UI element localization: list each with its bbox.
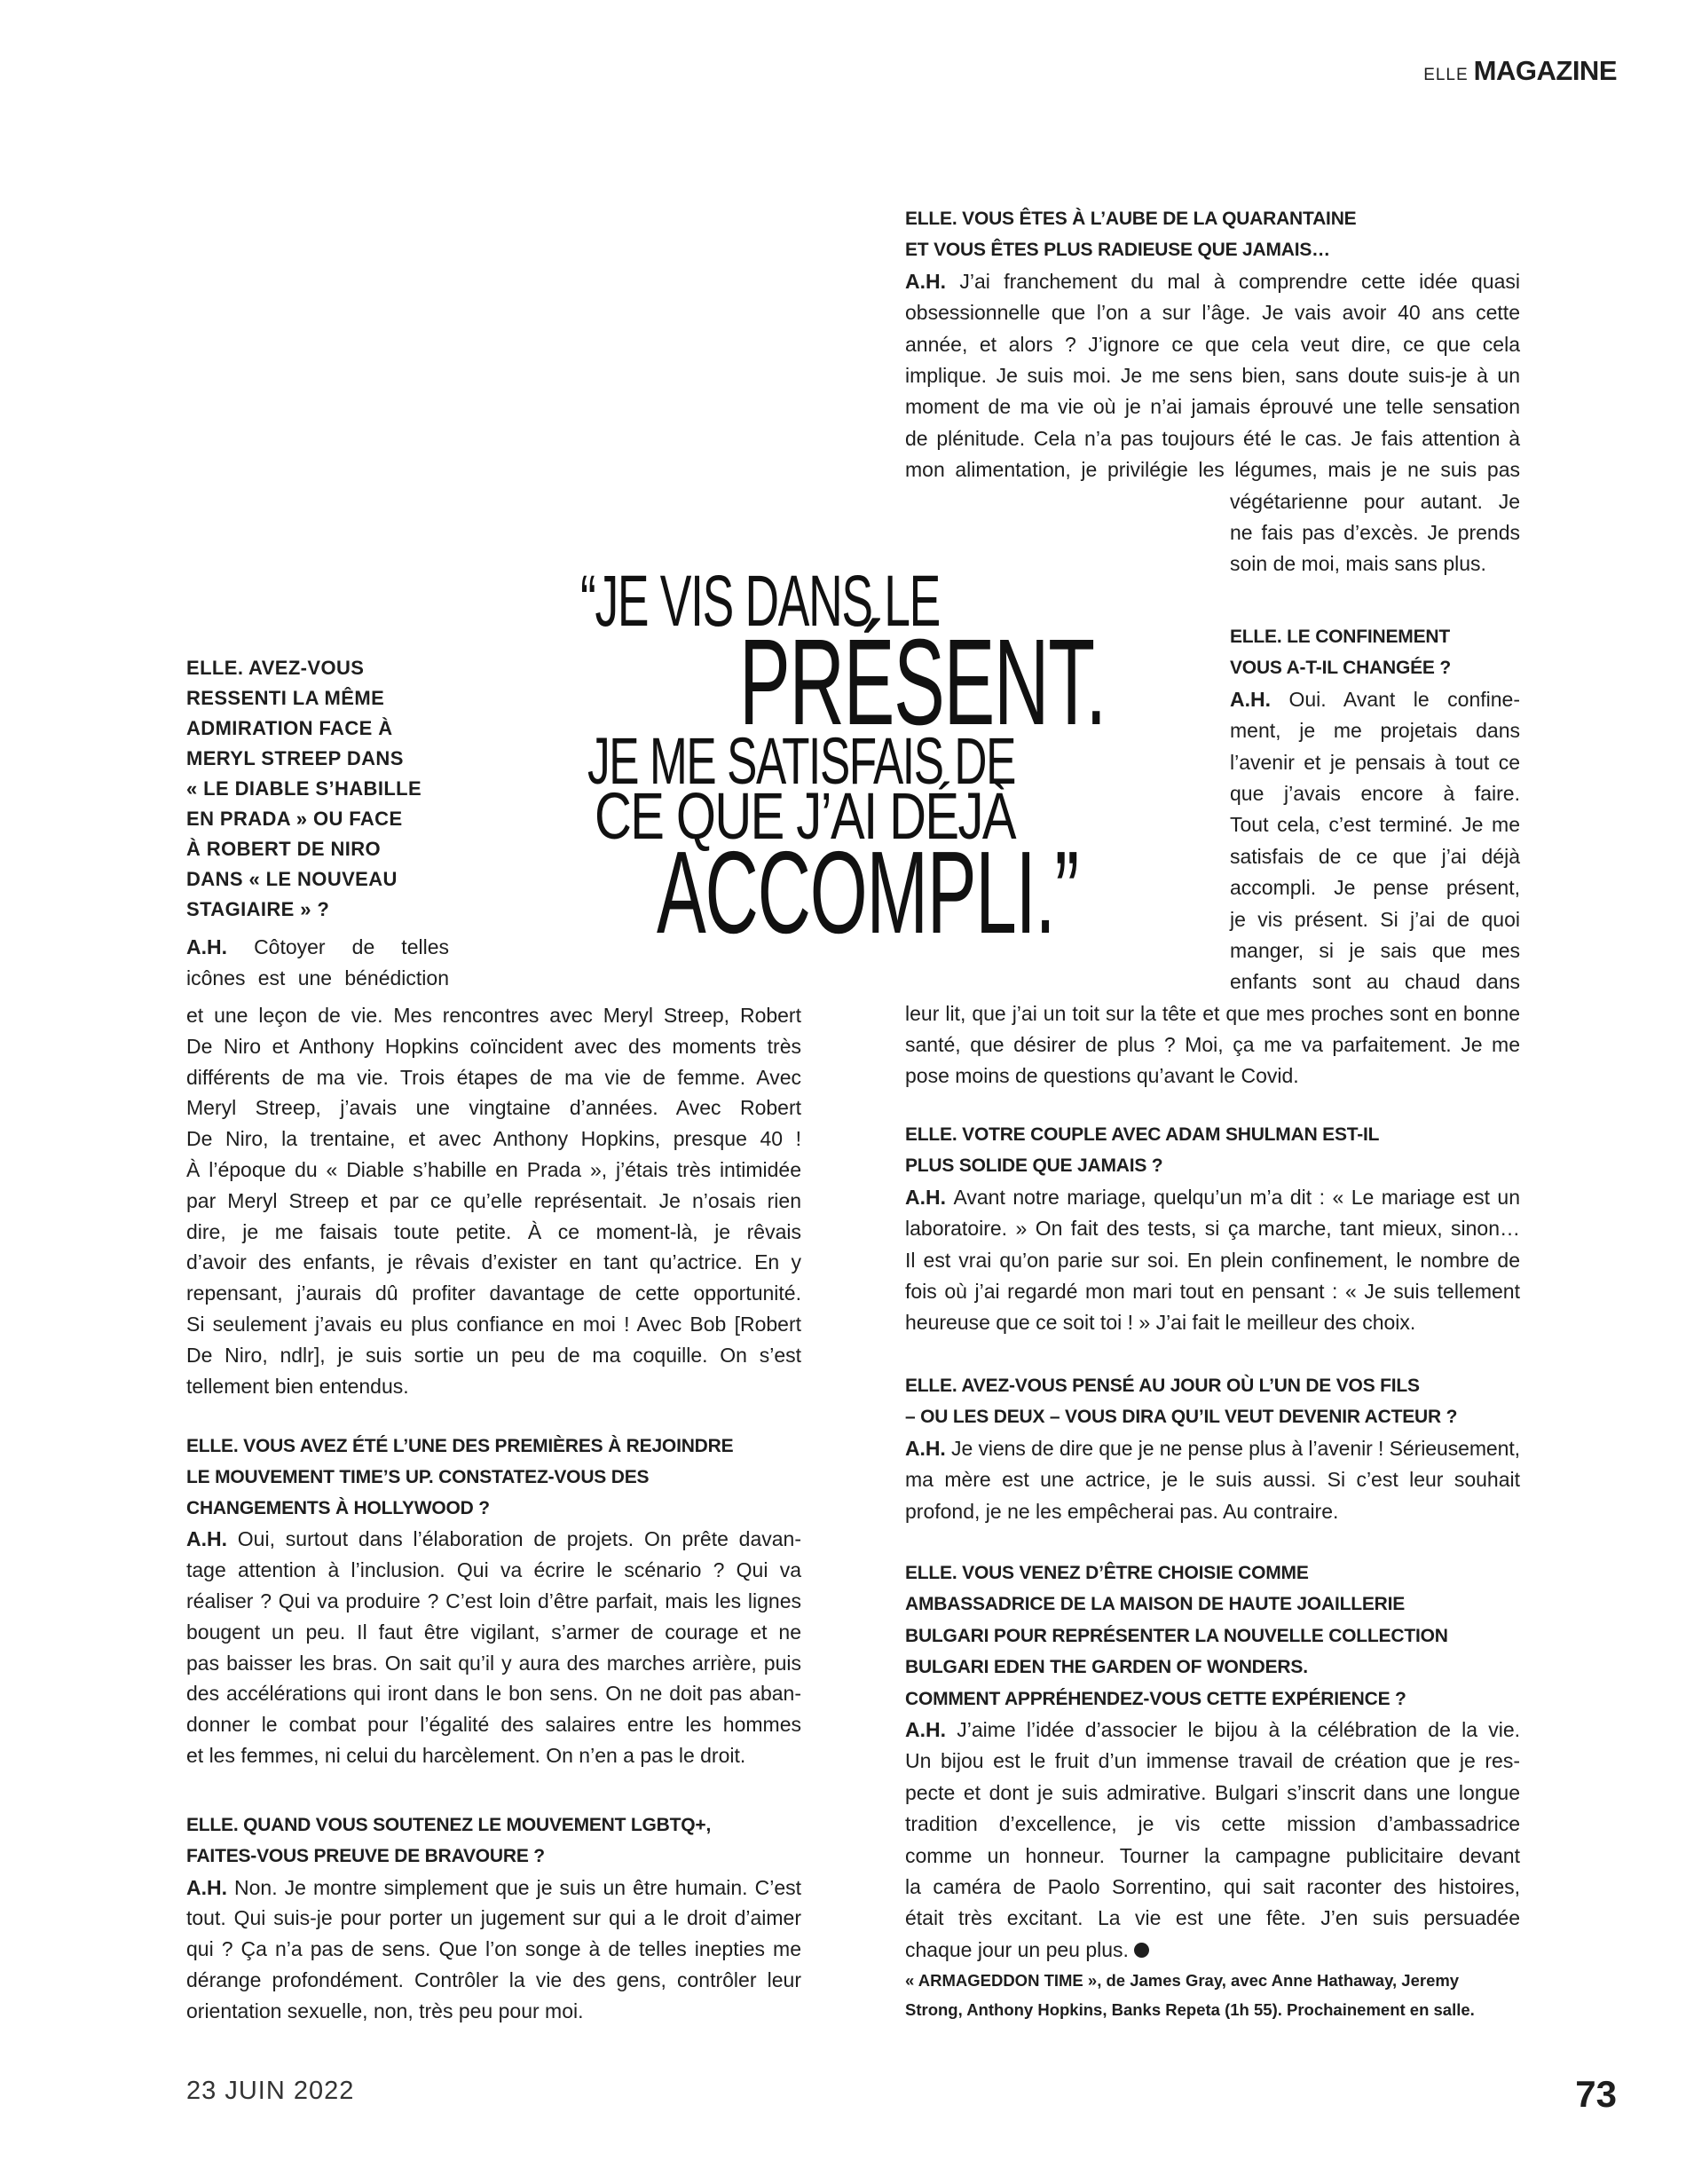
text-line: ment, je me projetais dans xyxy=(1230,719,1520,743)
text-line: À l’époque du « Diable s’habille en Prada », j’étais très intimidée xyxy=(186,1157,801,1181)
text-line: bougent un peu. Il faut être vigilant, s’armer de courage et ne xyxy=(186,1620,801,1644)
question-text xyxy=(905,1370,1520,1433)
text-line: profond, je ne les empêcherai pas. Au contraire. xyxy=(905,1499,1339,1523)
text-line: dérange profondément. Contrôler la vie des gens, contrôler leur xyxy=(186,1967,801,1991)
question-line: ELLE. VOTRE COUPLE AVEC ADAM SHULMAN EST-IL xyxy=(905,1124,1380,1145)
text-line: heureuse que ce soit toi ! » J’ai fait le meilleur des choix. xyxy=(905,1311,1416,1335)
brand-label: ELLE xyxy=(1423,66,1469,84)
question-text xyxy=(186,653,453,925)
speaker-label: A.H. xyxy=(1230,687,1289,711)
text-line: manger, si je sais que mes xyxy=(1230,938,1520,962)
text-line: végétarienne pour autant. Je xyxy=(1230,489,1520,513)
question-line: RESSENTI LA MÊME xyxy=(186,687,385,709)
question-line: BULGARI POUR REPRÉSENTER LA NOUVELLE COLLECTION xyxy=(905,1625,1448,1646)
question-text xyxy=(905,203,1520,266)
text-line: par Meryl Streep et par ce qu’elle représentait. Je n’osais rien xyxy=(186,1188,801,1212)
section-label: MAGAZINE xyxy=(1473,55,1617,86)
interview-section xyxy=(186,1431,801,1771)
speaker-label: A.H. xyxy=(186,1875,235,1899)
question-line: ADMIRATION FACE À xyxy=(186,717,393,739)
interview-section xyxy=(905,203,1520,580)
text-line: leur lit, que j’ai un toit sur la tête et que mes proches sont en bonne xyxy=(905,1001,1520,1025)
magazine-header xyxy=(1420,55,1617,87)
text-line: ma mère est une actrice, je le suis aussi. Si c’est leur souhait xyxy=(905,1468,1520,1492)
question-text xyxy=(905,1966,1520,2024)
pull-quote-line: “JE VIS DANS LE xyxy=(580,561,940,642)
answer-text xyxy=(905,1433,1520,1527)
text-line: tout. Qui suis-je pour porter un jugement sur qui a le droit d’aimer xyxy=(186,1906,801,1930)
interview-section xyxy=(905,621,1520,1092)
text-line: A.H. J’ai franchement du mal à comprendre cette idée quasi xyxy=(905,269,1520,293)
answer-text xyxy=(186,1000,801,1401)
text-line: différents de ma vie. Trois étapes de ma vie de femme. Avec xyxy=(186,1065,801,1089)
pull-quote-line: CE QUE J’AI DÉJÀ xyxy=(595,779,1015,853)
text-line: implique. Je suis moi. Je me sens bien, sans doute suis-je à un xyxy=(905,363,1520,387)
question-line: DANS « LE NOUVEAU xyxy=(186,868,398,890)
text-line: je vis présent. Si j’ai de quoi xyxy=(1230,907,1520,931)
text-line: De Niro et Anthony Hopkins coïncident avec des moments très xyxy=(186,1034,801,1058)
text-line: santé, que désirer de plus ? Moi, ça me va parfaitement. Je me xyxy=(905,1033,1520,1057)
text-line: repensant, j’aurais dû profiter davantage de cette opportunité. xyxy=(186,1281,801,1305)
question-line: EN PRADA » OU FACE xyxy=(186,808,403,830)
answer-text xyxy=(186,1524,801,1770)
question-line: ELLE. VOUS ÊTES À L’AUBE DE LA QUARANTAINE xyxy=(905,209,1357,229)
answer-text xyxy=(186,932,449,994)
question-line: ELLE. AVEZ-VOUS xyxy=(186,657,365,679)
text-line: mon alimentation, je privilégie les légumes, mais je ne suis pas xyxy=(905,458,1520,482)
text-line: accompli. Je pense présent, xyxy=(1230,876,1520,900)
question-line: CHANGEMENTS À HOLLYWOOD ? xyxy=(186,1497,490,1518)
text-line: soin de moi, mais sans plus. xyxy=(1230,552,1486,576)
question-text xyxy=(905,1119,1520,1182)
question-line: ELLE. VOUS AVEZ ÉTÉ L’UNE DES PREMIÈRES À REJOINDRE xyxy=(186,1436,734,1456)
question-line: STAGIAIRE » ? xyxy=(186,898,330,920)
pull-quote-line: PRÉSENT. xyxy=(739,614,1106,751)
text-line: moment de ma vie où je n’ai jamais éprouvé une telle sensation xyxy=(905,395,1520,419)
question-line: ELLE. LE CONFINEMENT xyxy=(1230,627,1451,647)
answer-text xyxy=(1230,684,1520,998)
question-line: « LE DIABLE S’HABILLE xyxy=(186,777,422,800)
text-line: réaliser ? Qui va produire ? C’est loin d’être parfait, mais les lignes xyxy=(186,1589,801,1612)
text-line: A.H. Je viens de dire que je ne pense plus à l’avenir ! Sérieusement, xyxy=(905,1436,1520,1460)
text-line: Tout cela, c’est terminé. Je me xyxy=(1230,813,1520,837)
interview-answer-block xyxy=(186,1000,801,1401)
question-line: – OU LES DEUX – VOUS DIRA QU’IL VEUT DEVENIR ACTEUR ? xyxy=(905,1407,1458,1428)
interview-section xyxy=(186,1810,801,2027)
film-credits-line: Strong, Anthony Hopkins, Banks Repeta (1h 55). Prochainement en salle. xyxy=(905,2000,1475,2020)
text-line: Si seulement j’avais eu plus confiance en moi ! Avec Bob [Robert xyxy=(186,1312,801,1336)
speaker-label: A.H. xyxy=(905,1436,952,1460)
text-line: enfants sont au chaud dans xyxy=(1230,970,1520,994)
text-line: et les femmes, ni celui du harcèlement. On n’en a pas le droit. xyxy=(186,1743,746,1767)
answer-text xyxy=(1230,486,1520,580)
speaker-label: A.H. xyxy=(905,269,960,293)
text-line: la caméra de Paolo Sorrentino, qui sait raconter des histoires, xyxy=(905,1874,1520,1898)
answer-text xyxy=(905,266,1520,486)
text-line: pas baisser les bras. On sait qu’il y aura des marches arrière, puis xyxy=(186,1651,801,1675)
text-line: obsessionnelle que l’on a sur l’âge. Je vais avoir 40 ans cette xyxy=(905,301,1520,325)
question-line: FAITES-VOUS PREUVE DE BRAVOURE ? xyxy=(186,1845,545,1866)
text-line: Un bijou est le fruit d’un immense travail de création que je res- xyxy=(905,1749,1520,1773)
text-line: satisfais de ce que j’ai déjà xyxy=(1230,844,1520,868)
text-line: pose moins de questions qu’avant le Covid. xyxy=(905,1064,1299,1088)
question-line: PLUS SOLIDE QUE JAMAIS ? xyxy=(905,1155,1163,1177)
text-line: des accélérations qui iront dans le bon sens. On ne doit pas aban- xyxy=(186,1682,801,1706)
interview-question-block xyxy=(186,653,453,925)
text-line: fois où j’ai regardé mon mari tout en pensant : « Je suis tellement xyxy=(905,1279,1520,1303)
speaker-label: A.H. xyxy=(905,1185,954,1209)
question-line: LE MOUVEMENT TIME’S UP. CONSTATEZ-VOUS DES xyxy=(186,1466,650,1487)
text-line: orientation sexuelle, non, très peu pour moi. xyxy=(186,1999,584,2022)
text-line: dire, je me faisais toute petite. À ce moment-là, je rêvais xyxy=(186,1219,801,1243)
interview-section xyxy=(905,1557,1520,2024)
answer-text xyxy=(905,998,1520,1092)
question-text xyxy=(186,1810,801,1873)
text-line: année, et alors ? J’ignore ce que cela veut dire, ce que cela xyxy=(905,332,1520,356)
text-line: pecte et dont je suis admirative. Bulgari s’inscrit dans une longue xyxy=(905,1780,1520,1804)
text-line: et une leçon de vie. Mes rencontres avec Meryl Streep, Robert xyxy=(186,1004,801,1027)
question-line: VOUS A-T-IL CHANGÉE ? xyxy=(1230,658,1451,679)
speaker-label: A.H. xyxy=(186,935,255,958)
pull-quote-line: ACCOMPLI.” xyxy=(657,827,1078,958)
question-line: ELLE. QUAND VOUS SOUTENEZ LE MOUVEMENT LGBTQ+, xyxy=(186,1815,712,1835)
text-line: que j’avais encore à faire. xyxy=(1230,781,1520,805)
question-text xyxy=(186,1431,801,1524)
text-line: l’avenir et je pensais à tout ce xyxy=(1230,750,1520,774)
question-line: MERYL STREEP DANS xyxy=(186,747,404,769)
text-line: tellement bien entendus. xyxy=(186,1374,409,1398)
text-line: de plénitude. Cela n’a pas toujours été le cas. Je fais attention à xyxy=(905,426,1520,450)
text-line: comme un honneur. Tourner la campagne publicitaire devant xyxy=(905,1843,1520,1867)
text-line: tage attention à l’inclusion. Qui va écrire le scénario ? Qui va xyxy=(186,1558,801,1582)
text-line: était très excitant. La vie est une fête. J’en suis persuadée xyxy=(905,1906,1520,1930)
question-line: BULGARI EDEN THE GARDEN OF WONDERS. xyxy=(905,1657,1308,1678)
interview-answer-block xyxy=(186,932,449,994)
speaker-label: A.H. xyxy=(186,1527,238,1551)
page-number: 73 xyxy=(1575,2073,1617,2115)
film-credits-line: « ARMAGEDDON TIME », de James Gray, avec Anne Hathaway, Jeremy xyxy=(905,1971,1460,1991)
text-line: A.H. Avant notre mariage, quelqu’un m’a dit : « Le mariage est un xyxy=(905,1185,1521,1209)
text-line: Il est vrai qu’on parie sur soi. En plein confinement, le nombre de xyxy=(905,1248,1520,1272)
interview-section xyxy=(905,1370,1520,1527)
text-line: Meryl Streep, j’avais une vingtaine d’années. Avec Robert xyxy=(186,1096,801,1120)
text-line: qui ? Ça n’a pas de sens. Que l’on songe à de telles inepties me xyxy=(186,1937,801,1961)
answer-text xyxy=(905,1715,1520,1966)
interview-section xyxy=(905,1119,1520,1339)
answer-text xyxy=(186,1873,801,2027)
text-line: A.H. J’aime l’idée d’associer le bijou à la célébration de la vie. xyxy=(905,1717,1520,1741)
text-line: icônes est une bénédiction xyxy=(186,966,449,990)
speaker-label: A.H. xyxy=(905,1717,957,1741)
question-line: ELLE. AVEZ-VOUS PENSÉ AU JOUR OÙ L’UN DE VOS FILS xyxy=(905,1376,1420,1396)
issue-date: 23 JUIN 2022 xyxy=(186,2077,355,2105)
question-line: COMMENT APPRÉHENDEZ-VOUS CETTE EXPÉRIENCE ? xyxy=(905,1688,1406,1709)
text-line: A.H. Non. Je montre simplement que je suis un être humain. C’est xyxy=(186,1875,801,1899)
text-line: A.H. Oui, surtout dans l’élaboration de projets. On prête davan- xyxy=(186,1527,801,1551)
question-line: À ROBERT DE NIRO xyxy=(186,838,382,860)
text-line: d’avoir des enfants, je rêvais d’exister en tant qu’actrice. En y xyxy=(186,1250,801,1274)
text-line: A.H. Oui. Avant le confine- xyxy=(1230,687,1521,711)
text-line: donner le combat pour l’égalité des salaires entre les hommes xyxy=(186,1713,801,1737)
text-line: De Niro, ndlr], je suis sortie un peu de ma coquille. On s’est xyxy=(186,1343,801,1367)
text-line: ne fais pas d’excès. Je prends xyxy=(1230,520,1520,544)
question-text xyxy=(905,1557,1520,1715)
text-line: tradition d’excellence, je vis cette mission d’ambassadrice xyxy=(905,1812,1520,1836)
text-line: A.H. Côtoyer de telles xyxy=(186,935,449,958)
text-line: chaque jour un peu plus. xyxy=(905,1935,1520,1966)
question-line: AMBASSADRICE DE LA MAISON DE HAUTE JOAILLERIE xyxy=(905,1594,1406,1615)
question-text xyxy=(1230,621,1520,684)
question-line: ELLE. VOUS VENEZ D’ÊTRE CHOISIE COMME xyxy=(905,1563,1309,1583)
text-line: De Niro, la trentaine, et avec Anthony Hopkins, presque 40 ! xyxy=(186,1127,801,1151)
end-of-article-bullet-icon xyxy=(1134,1943,1149,1958)
pull-quote-line: JE ME SATISFAIS DE xyxy=(587,724,1015,798)
text-line: laboratoire. » On fait des tests, si ça marche, tant mieux, sinon… xyxy=(905,1217,1520,1241)
question-line: ET VOUS ÊTES PLUS RADIEUSE QUE JAMAIS… xyxy=(905,240,1330,261)
answer-text xyxy=(905,1182,1520,1339)
